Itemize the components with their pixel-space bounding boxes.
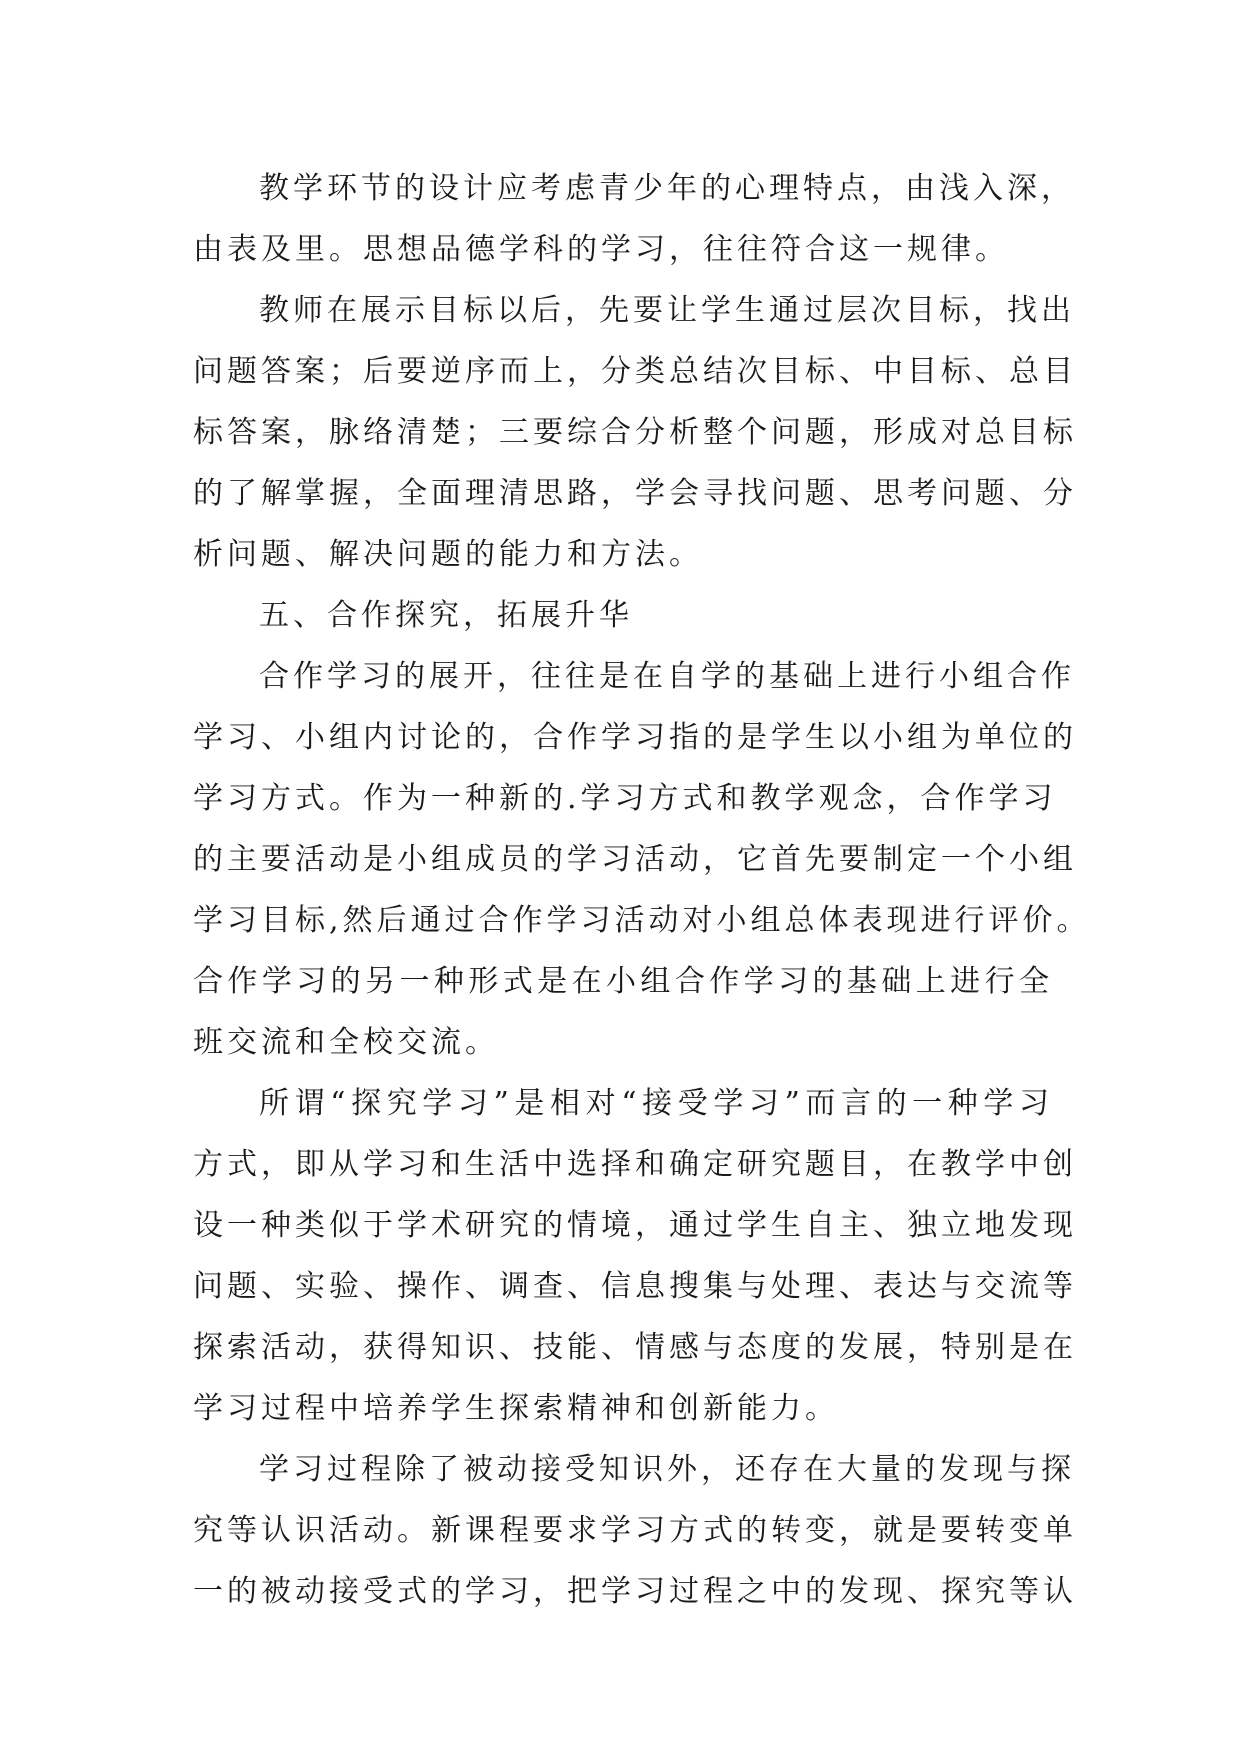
paragraph: [193, 646, 1091, 1073]
text-line: 析问题、解决问题的能力和方法。: [193, 537, 703, 572]
text-line: 合作学习的另一种形式是在小组合作学习的基础上进行全: [193, 964, 1053, 999]
text-line: 问题、实验、操作、调查、信息搜集与处理、表达与交流等: [193, 1269, 1077, 1304]
text-line: 由表及里。思想品德学科的学习，往往符合这一规律。: [193, 232, 1009, 267]
text-line: 学习、小组内讨论的，合作学习指的是学生以小组为单位的: [193, 720, 1077, 755]
text-line: 问题答案；后要逆序而上，分类总结次目标、中目标、总目: [193, 354, 1077, 389]
paragraph: [193, 1073, 1077, 1439]
text-line: 探索活动，获得知识、技能、情感与态度的发展，特别是在: [193, 1330, 1077, 1365]
text-line: 设一种类似于学术研究的情境，通过学生自主、独立地发现: [193, 1208, 1077, 1243]
text-line: 合作学习的展开，往往是在自学的基础上进行小组合作: [259, 659, 1075, 694]
text-line: 标答案，脉络清楚；三要综合分析整个问题，形成对总目标: [193, 415, 1077, 450]
text-line: 班交流和全校交流。: [193, 1025, 499, 1060]
text-line: 学习过程除了被动接受知识外，还存在大量的发现与探: [259, 1452, 1075, 1487]
text-line: 五、合作探究，拓展升华: [259, 598, 633, 633]
document-body: [193, 158, 1091, 1622]
text-line: 所谓“探究学习”是相对“接受学习”而言的一种学习: [259, 1086, 1053, 1121]
text-line: 的了解掌握，全面理清思路，学会寻找问题、思考问题、分: [193, 476, 1077, 511]
text-line: 究等认识活动。新课程要求学习方式的转变，就是要转变单: [193, 1513, 1077, 1548]
text-line: 教学环节的设计应考虑青少年的心理特点，由浅入深，: [259, 171, 1075, 206]
text-line: 学习方式。作为一种新的.学习方式和教学观念，合作学习: [193, 781, 1057, 816]
text-line: 一的被动接受式的学习，把学习过程之中的发现、探究等认: [193, 1574, 1077, 1609]
text-line: 的主要活动是小组成员的学习活动，它首先要制定一个小组: [193, 842, 1077, 877]
text-line: 学习目标,然后通过合作学习活动对小组总体表现进行评价。: [193, 903, 1091, 938]
paragraph: [193, 158, 1075, 280]
paragraph: [193, 280, 1077, 585]
paragraph: [193, 1439, 1077, 1622]
section-heading: [193, 585, 1053, 646]
text-line: 学习过程中培养学生探索精神和创新能力。: [193, 1391, 839, 1426]
text-line: 方式，即从学习和生活中选择和确定研究题目，在教学中创: [193, 1147, 1077, 1182]
text-line: 教师在展示目标以后，先要让学生通过层次目标，找出: [259, 293, 1075, 328]
